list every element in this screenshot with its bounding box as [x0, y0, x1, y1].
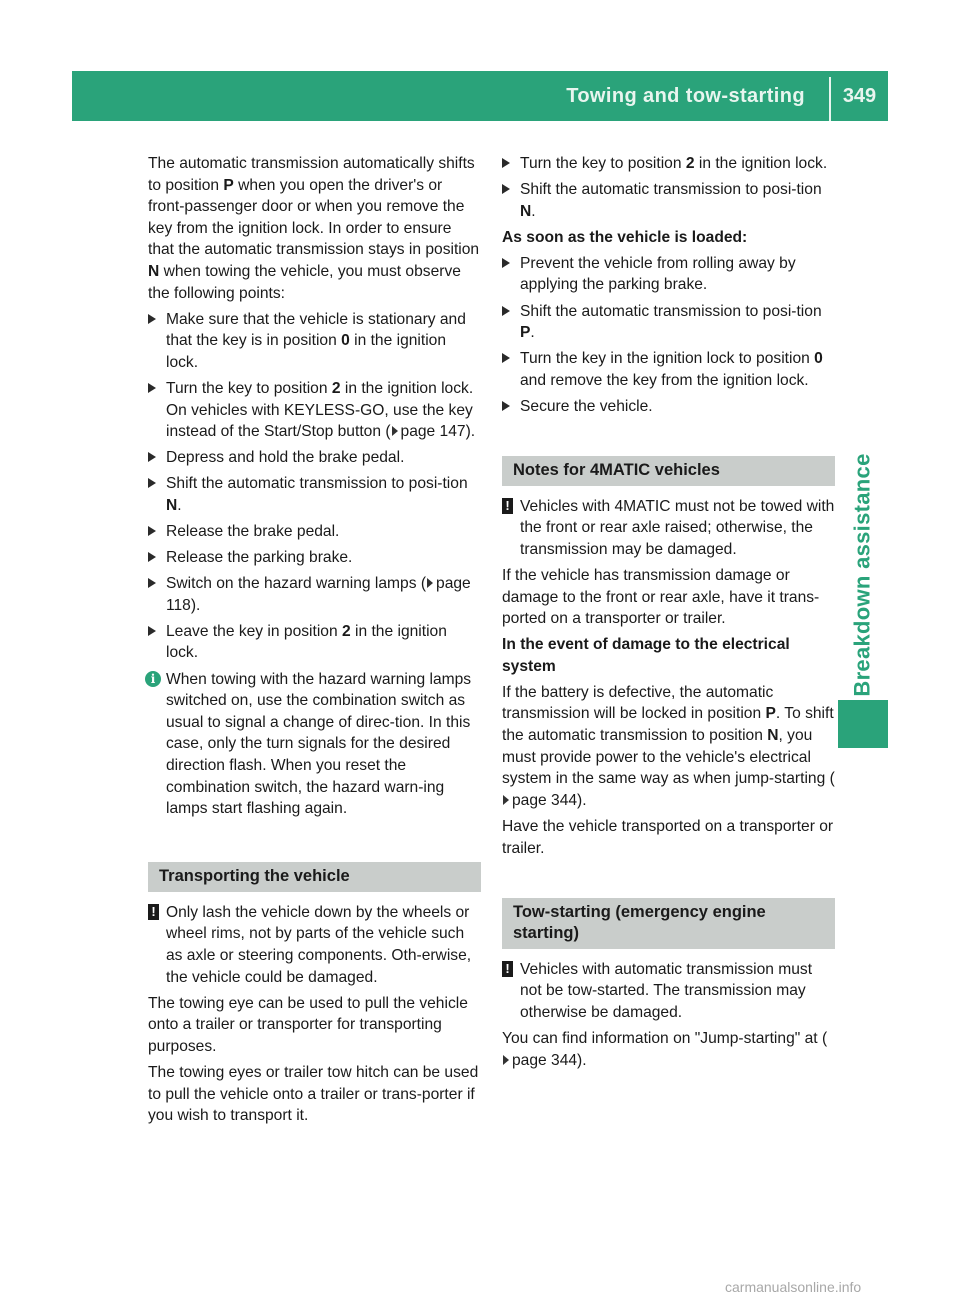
text-run: N: [767, 727, 779, 745]
tow-paragraph: [502, 1028, 835, 1071]
step-arrow-icon: [502, 258, 510, 268]
towing-steps: [148, 309, 481, 664]
instruction-step: [148, 521, 481, 543]
instruction-step: [148, 447, 481, 469]
text-run: Turn the key to position: [520, 155, 686, 172]
left-column: [148, 153, 481, 1131]
side-tab-block: [838, 700, 888, 748]
text-run: Turn the key in the ignition lock to position: [520, 350, 815, 368]
electrical-paragraph-2: Have the vehicle transported on a transporter or trailer.: [502, 817, 834, 857]
tow-warning: [502, 959, 835, 1024]
step-arrow-icon: [148, 314, 156, 324]
text-run: Release the brake pedal.: [166, 523, 340, 540]
text-run: Make sure that the vehicle is stationary and that the key is in position: [166, 310, 466, 350]
transport-paragraph-1: The towing eye can be used to pull the vehicle onto a trailer or transporter for transporting purposes.: [148, 994, 468, 1055]
text-run: 2: [331, 379, 341, 397]
instruction-step: [148, 573, 481, 616]
4matic-paragraph: If the vehicle has transmission damage or damage to the front or rear axle, have it trans-ported on a transporter or trailer.: [502, 566, 820, 628]
warning-icon: !: [148, 904, 159, 920]
step-arrow-icon: [148, 526, 156, 536]
step-arrow-icon: [148, 552, 156, 562]
side-tab-label: Breakdown assistance: [850, 453, 876, 697]
step-arrow-icon: [502, 184, 510, 194]
header-bar: [72, 71, 888, 121]
text-run: N: [166, 496, 178, 514]
step-arrow-icon: [148, 383, 156, 393]
text-run: P: [520, 324, 531, 342]
loaded-heading: As soon as the vehicle is loaded:: [502, 228, 748, 246]
text-run: The automatic transmission automatically shifts to position: [148, 155, 475, 194]
page-reference-icon: [427, 578, 433, 588]
text-run: N: [520, 202, 532, 220]
4matic-warning: [502, 496, 835, 561]
text-run: page 344).: [512, 791, 587, 809]
chapter-title: Towing and tow-starting: [566, 84, 805, 107]
4matic-warning-text: Vehicles with 4MATIC must not be towed with the front or rear axle raised; otherwise, the transmission may be damaged.: [520, 497, 835, 558]
step-arrow-icon: [148, 452, 156, 462]
instruction-step: [148, 621, 481, 664]
text-run: You can find information on "Jump-starting" at (: [502, 1030, 828, 1048]
text-run: page 118).: [166, 575, 471, 614]
transport-warning: [148, 902, 481, 988]
text-run: Release the parking brake.: [166, 549, 353, 567]
instruction-step: [148, 378, 481, 443]
text-run: N: [148, 262, 160, 280]
step-arrow-icon: [502, 306, 510, 316]
text-run: 2: [685, 155, 695, 172]
right-column: [502, 153, 835, 1076]
section-heading-4matic: Notes for 4MATIC vehicles: [502, 456, 835, 486]
transport-paragraph-2: The towing eyes or trailer tow hitch can be used to pull the vehicle onto a trailer or trans-porter if you wish to transport it.: [148, 1063, 479, 1125]
text-run: .: [177, 496, 182, 514]
step-arrow-icon: [148, 478, 156, 488]
text-run: in the ignition lock.: [166, 332, 447, 371]
page-reference-icon: [503, 795, 509, 805]
text-run: , you must provide power to the vehicle's electrical system in the same way as when jump-starting (: [502, 727, 835, 788]
instruction-step: [502, 396, 835, 418]
text-run: Shift the automatic transmission to posi-tion: [166, 475, 468, 493]
instruction-step: [148, 547, 481, 569]
text-run: 0: [814, 350, 823, 368]
page-reference-icon: [503, 1055, 509, 1065]
loading-steps: [502, 153, 835, 222]
text-run: If the battery is defective, the automatic transmission will be locked in position: [502, 683, 774, 723]
text-run: in the ignition lock.: [694, 155, 828, 172]
step-arrow-icon: [502, 353, 510, 363]
text-run: Turn the key to position: [166, 379, 332, 397]
instruction-step: [502, 301, 835, 344]
step-arrow-icon: [502, 401, 510, 411]
text-run: when towing the vehicle, you must observe the following points:: [148, 262, 461, 302]
text-run: On vehicles with KEYLESS-GO, use the key instead of the Start/Stop button (: [166, 401, 473, 441]
text-run: when you open the driver's or front-passenger door or when you remove the key from the ignition lock. In order to ensure that the automatic transmission stays in position: [148, 176, 480, 259]
page-reference-icon: [392, 426, 398, 436]
text-run: page 147).: [400, 423, 476, 441]
watermark: carmanualsonline.info: [725, 1279, 862, 1295]
text-run: P: [765, 705, 776, 723]
tow-warning-text: Vehicles with automatic transmission must not be tow-started. The transmission may otherwise be damaged.: [520, 960, 813, 1021]
text-run: 2: [341, 622, 351, 640]
loaded-steps: [502, 253, 835, 418]
section-heading-transport: Transporting the vehicle: [148, 862, 481, 892]
instruction-step: [502, 179, 835, 222]
intro-paragraph: [148, 153, 481, 304]
warning-icon: !: [502, 961, 513, 977]
text-run: Shift the automatic transmission to posi-tion: [520, 302, 822, 320]
electrical-paragraph: [502, 682, 835, 812]
info-note-text: When towing with the hazard warning lamps switched on, use the combination switch as usual to signal a change of direc-tion. In this case, only the turn signals for the desired direction flash. When you reset the combination switch, the hazard warn-ing lamps start flashing again.: [166, 670, 472, 818]
step-arrow-icon: [502, 158, 510, 168]
text-run: page 344).: [512, 1051, 587, 1069]
instruction-step: [502, 153, 835, 175]
text-run: Prevent the vehicle from rolling away by applying the parking brake.: [520, 254, 796, 294]
warning-icon: !: [502, 498, 513, 514]
text-run: and remove the key from the ignition lock.: [520, 371, 809, 389]
info-note: [148, 669, 481, 820]
instruction-step: [502, 253, 835, 296]
text-run: Switch on the hazard warning lamps (: [166, 575, 427, 593]
text-run: Depress and hold the brake pedal.: [166, 449, 405, 467]
text-run: . To shift the automatic transmission to position: [502, 705, 834, 745]
text-run: in the ignition lock.: [340, 379, 474, 397]
text-run: P: [223, 176, 234, 194]
instruction-step: [502, 348, 835, 391]
text-run: .: [530, 324, 535, 342]
info-icon: i: [145, 671, 161, 687]
text-run: 0: [341, 332, 350, 350]
transport-warning-text: Only lash the vehicle down by the wheels or wheel rims, not by parts of the vehicle such as axle or steering components. Oth-erwise, the vehicle could be damaged.: [166, 903, 472, 986]
step-arrow-icon: [148, 626, 156, 636]
section-heading-tow-starting: Tow-starting (emergency engine starting): [502, 898, 835, 949]
text-run: in the ignition lock.: [166, 622, 447, 662]
electrical-heading: In the event of damage to the electrical system: [502, 636, 790, 675]
text-run: .: [531, 202, 536, 220]
instruction-step: [148, 309, 481, 374]
text-run: Secure the vehicle.: [520, 397, 653, 415]
instruction-step: [148, 473, 481, 516]
side-tab: [838, 402, 888, 748]
step-arrow-icon: [148, 578, 156, 588]
text-run: Shift the automatic transmission to posi-tion: [520, 181, 822, 199]
page-number: 349: [842, 84, 877, 107]
text-run: Leave the key in position: [166, 622, 342, 640]
